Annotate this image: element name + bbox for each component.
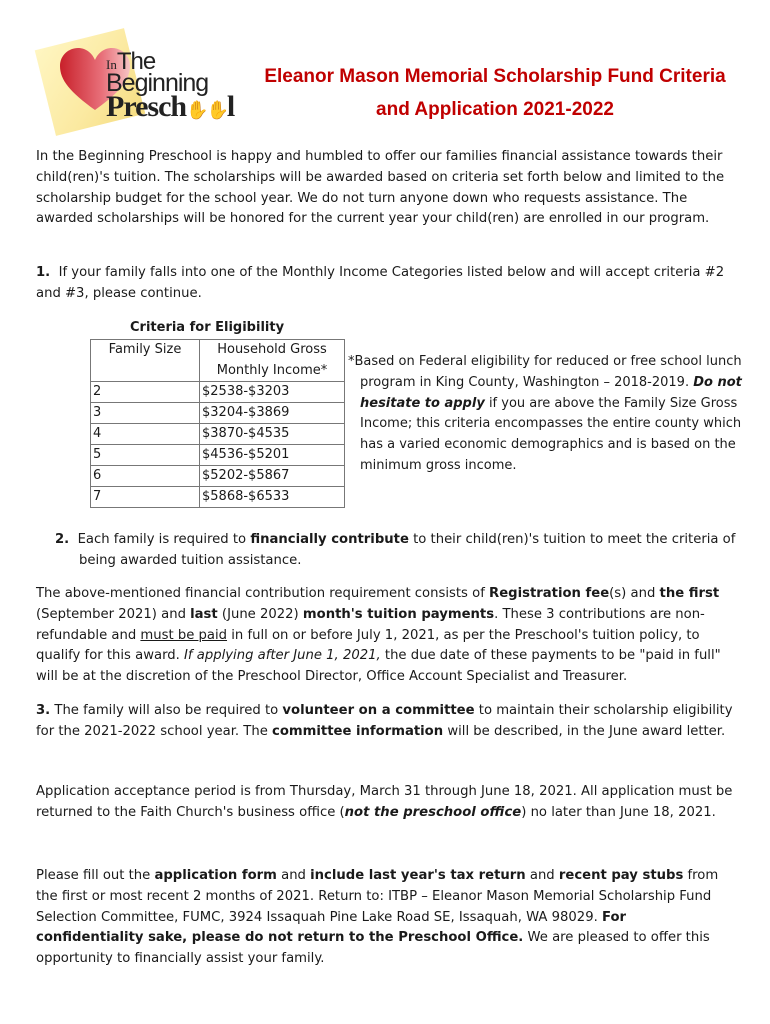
table-header-row [91,340,345,382]
criterion-2: 2. Each family is required to financially contribute to their child(ren)'s tuition to meet the criteria of being awarded tuition assistance. [55,532,736,568]
criterion-1: 1. If your family falls into one of the Monthly Income Categories listed below and will accept criteria #2 and #3, please continue. [36,265,725,301]
table-row: 3 $3204-$3869 [91,403,345,424]
intro-paragraph: In the Beginning Preschool is happy and humbled to offer our families financial assistance towards their child(ren)'s tuition. The scholarships will be awarded based on criteria set forth below and limited to the scholarship budget for the school year. We do not turn anyone down who requests assistance. The awarded scholarships will be honored for the current year your child(ren) are enrolled in our program. [36,149,725,227]
table-row: 5 $4536-$5201 [91,445,345,466]
table-row: 7 $5868-$6533 [91,487,345,508]
contribution-paragraph: The above-mentioned financial contribution requirement consists of Registration fee(s) and the first (September 2021) and last (June 2022) month's tuition payments. These 3 contributions are non-refundable and must be paid in full on or before July 1, 2021, as per the Preschool's tuition policy, to qualify for this award. If applying after June 1, 2021, the due date of these payments to be "paid in full" will be at the discretion of the Preschool Director, Office Account Specialist and Treasurer. [36,586,721,685]
table-row: 6 $5202-$5867 [91,466,345,487]
table-row: 4 $3870-$4535 [91,424,345,445]
acceptance-paragraph: Application acceptance period is from Thursday, March 31 through June 18, 2021. All application must be returned to the Faith Church's business office (not the preschool office) no later than June 18, 2021. [36,784,733,820]
table-row: 2 $2538-$3203 [91,382,345,403]
eligibility-table [90,339,345,508]
income-footnote: *Based on Federal eligibility for reduced or free school lunch program in King County, Washington – 2018-2019. Do not hesitate to apply if you are above the Family Size Gross Income; this criteria encompasses the entire county which has a varied economic demographics and is based on the minimum gross income. [348,354,742,473]
criterion-3: 3. The family will also be required to volunteer on a committee to maintain their scholarship eligibility for the 2021-2022 school year. The committee information will be described, in the June award letter. [36,703,733,739]
page-title: Eleanor Mason Memorial Scholarship Fund Criteria and Application 2021-2022 [264,66,726,120]
header-family-size: Family Size [91,340,200,382]
logo-text: InThe Beginning Presch✋✋l [106,48,235,123]
table-caption: Criteria for Eligibility [130,320,285,335]
header-income: Household Gross Monthly Income* [200,340,345,382]
handprint-icon: ✋✋ [186,100,227,120]
instructions-paragraph: Please fill out the application form and include last year's tax return and recent pay stubs from the first or most recent 2 months of 2021. Return to: ITBP – Eleanor Mason Memorial Scholarship Fund Selection Committee, FUMC, 3924 Issaquah Pine Lake Road SE, Issaquah, WA 98029. For confidentiality sake, please do not return to the Preschool Office. We are pleased to offer this opportunity to financially assist your family. [36,868,719,967]
preschool-logo [38,28,238,128]
